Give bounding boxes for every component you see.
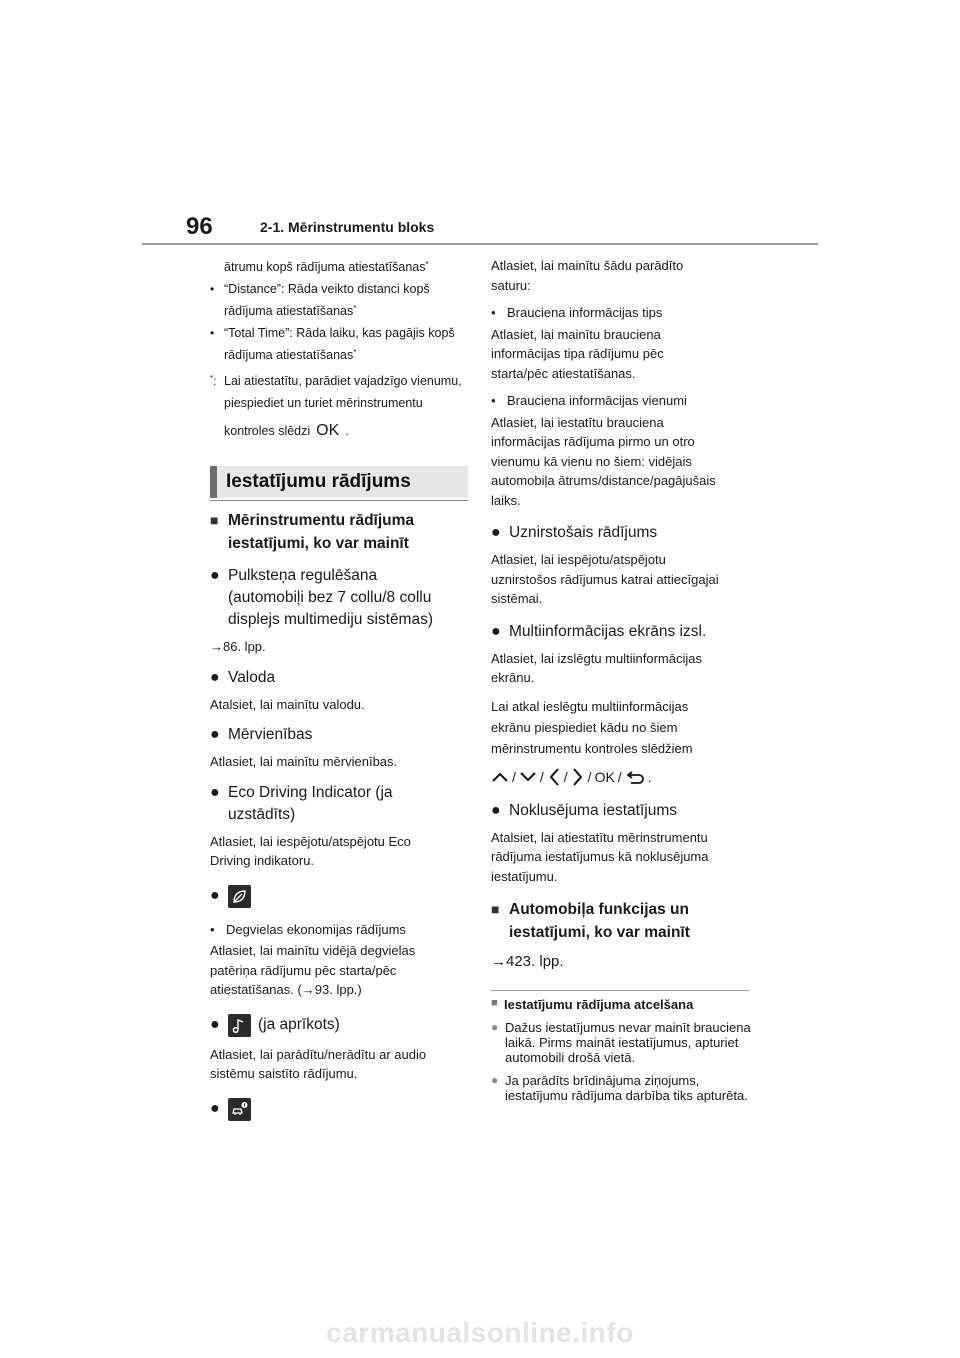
item-mid-off: ● Multiinformācijas ekrāns izsl. bbox=[491, 622, 707, 640]
item-eco: ● Eco Driving Indicator (ja uzstādīts) bbox=[210, 783, 393, 823]
heading-underline bbox=[210, 500, 468, 501]
control-switches: / / / / OK / . bbox=[491, 767, 652, 787]
chevron-down-icon bbox=[519, 771, 537, 783]
subheading-vehicle-settings: ■ Automobiļa funkcijas un iestatījumi, ko var mainīt bbox=[491, 901, 690, 941]
bullet-total-time: • “Total Time”: Rāda laiku, kas pagājis kopš rādījuma atiestatīšanas* bbox=[210, 326, 455, 362]
bullet-trip-items: • Brauciena informācijas vienumi bbox=[491, 393, 687, 408]
chevron-right-icon bbox=[571, 767, 585, 787]
watermark: carmanualsonline.info bbox=[326, 1317, 634, 1348]
units-desc: Atlasiet, lai mainītu mērvienības. bbox=[210, 754, 398, 769]
language-desc: Atalsiet, lai mainītu valodu. bbox=[210, 696, 365, 712]
item-language: ● Valoda bbox=[210, 668, 276, 686]
item-vehicle-info-icon: ● bbox=[210, 1098, 472, 1121]
cancel-note-1: ● Dažus iestatījumus nevar mainīt brauciena laikā. Pirms maināt iestatījumus, apturiet automobili drošā vietā. bbox=[491, 1019, 751, 1065]
item-units: ● Mērvienības bbox=[210, 726, 313, 743]
item-popup: ● Uznirstošais rādījums bbox=[491, 524, 658, 541]
mid-off-desc: Atlasiet, lai izslēgtu multiinformācijas ekrānu. bbox=[491, 650, 702, 685]
eco-desc: Atlasiet, lai iespējotu/atspējotu Eco Driving indikatoru. bbox=[210, 833, 411, 868]
note-divider bbox=[491, 990, 749, 991]
item-default: ● Noklusējuma iestatījums bbox=[491, 801, 677, 819]
section-heading: Iestatījumu rādījums bbox=[210, 466, 468, 498]
cancel-heading: ■ Iestatījumu rādījuma atcelšana bbox=[491, 996, 694, 1012]
intro-text: Atlasiet, lai mainītu šādu parādīto saturu: bbox=[491, 258, 684, 293]
ok-button-icon: OK bbox=[594, 768, 615, 785]
trip-type-desc: Atlasiet, lai mainītu brauciena informācijas tipa rādījumu pēc starta/pēc atiestatīšanas. bbox=[491, 326, 664, 381]
leaf-icon bbox=[228, 885, 251, 908]
audio-desc: Atlasiet, lai parādītu/nerādītu ar audio sistēmu saistīto rādījumu. bbox=[210, 1046, 427, 1081]
item-fuel-icon: ● bbox=[210, 885, 472, 908]
bullet-distance: • “Distance”: Rāda veikto distanci kopš rādījuma atiestatīšanas* bbox=[210, 282, 430, 318]
item-clock: ● Pulksteņa regulēšana (automobiļi bez 7 collu/8 collu displejs multimediju sistēmas) bbox=[210, 567, 434, 628]
header-divider bbox=[142, 243, 818, 245]
item-audio: ● (ja aprīkots) bbox=[210, 1014, 472, 1037]
default-desc: Atalsiet, lai atiestatītu mērinstrumentu rādījuma iestatījumus kā noklusējuma iestatījumu. bbox=[491, 829, 709, 884]
ok-button-icon: OK bbox=[316, 422, 340, 439]
bullet-trip-type: • Brauciena informācijas tips bbox=[491, 305, 663, 320]
trip-items-desc: Atlasiet, lai iestatītu brauciena informācijas rādījuma pirmo un otro vienumu kā vienu no šiem: vidējais automobiļa ātrums/distance/pagājušais laiks. bbox=[491, 414, 716, 508]
subheading-gauge-settings: ■ Mērinstrumentu rādījuma iestatījumi, ko var mainīt bbox=[210, 512, 415, 552]
fuel-desc: Atlasiet, lai mainītu vidējā degvielas patēriņa rādījumu pēc starta/pēc atiestatīšanas. (→93. lpp.) bbox=[210, 943, 416, 997]
section-title: 2-1. Mērinstrumentu bloks bbox=[260, 219, 435, 235]
page-number: 96 bbox=[186, 213, 213, 240]
mid-on-desc: Lai atkal ieslēgtu multiinformācijas ekrānu piespiediet kādu no šiem mērinstrumentu kontroles slēdžiem bbox=[491, 698, 693, 756]
chevron-left-icon bbox=[547, 767, 561, 787]
car-info-icon bbox=[228, 1098, 251, 1121]
cancel-note-2: ● Ja parādīts brīdinājuma ziņojums, iestatījumu rādījuma darbība tiks apturēta. bbox=[491, 1072, 748, 1103]
right-column bbox=[491, 256, 756, 1103]
fuel-bullet: • Degvielas ekonomijas rādījums bbox=[210, 921, 406, 937]
chevron-up-icon bbox=[491, 771, 509, 783]
clock-reference: →86. lpp. bbox=[210, 639, 266, 654]
back-arrow-icon bbox=[625, 770, 645, 784]
music-note-icon bbox=[228, 1014, 251, 1037]
footnote: *: Lai atiestatītu, parādiet vajadzīgo vienumu, piespiediet un turiet mērinstrumentu kontroles slēdzi OK . bbox=[210, 370, 472, 448]
left-column bbox=[210, 256, 472, 1121]
popup-desc: Atlasiet, lai iespējotu/atspējotu uznirstošos rādījumus katrai attiecīgajai sistēmai. bbox=[491, 552, 719, 606]
vehicle-settings-ref: →423. lpp. bbox=[491, 953, 564, 970]
continued-line: ātrumu kopš rādījuma atiestatīšanas* bbox=[224, 260, 429, 274]
